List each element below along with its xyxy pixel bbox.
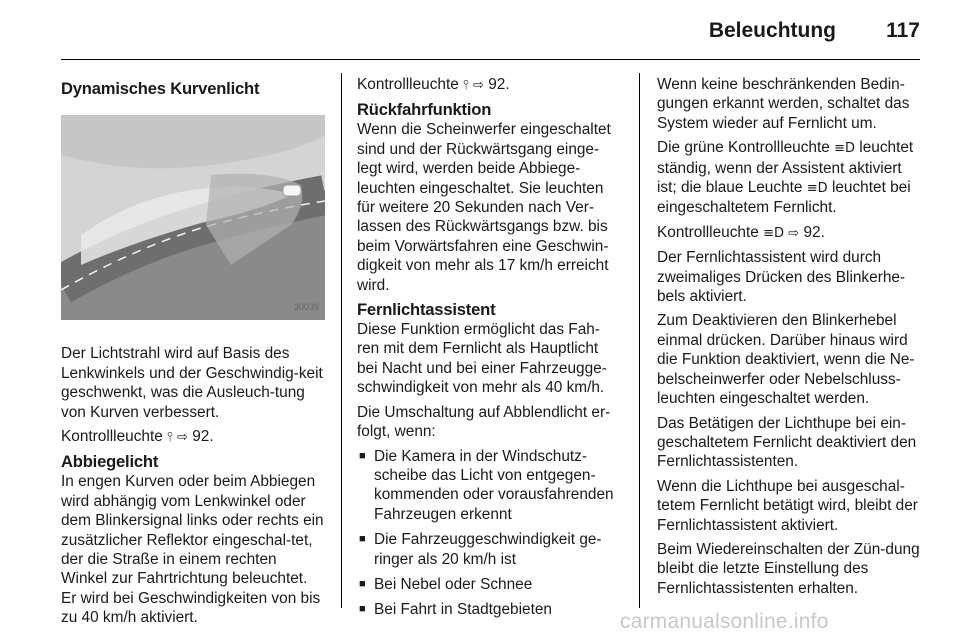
list-item: ■ Die Fahrzeuggeschwindigkeit ge-ringer als 20 km/h ist <box>357 530 622 569</box>
high-beam-assist-icon: ≡D <box>834 141 856 157</box>
list-item: ■ Die Kamera in der Windschutz-scheibe das Licht von entgegen-kommenden oder vorausfahrenden Fahrzeugen erkennt <box>357 447 622 525</box>
figure-number: 30039 <box>293 302 319 312</box>
text-segment: leuchtet bei eingeschaltetem Fernlicht. <box>657 179 911 217</box>
subsection-heading: Rückfahrfunktion <box>357 100 492 120</box>
paragraph: Wenn die Scheinwerfer eingeschaltet sind und der Rückwärtsgang einge-legt wird, werden beide Abbiege-leuchten eingeschaltet. Sie leuchten für weitere 20 Sekunden nach Ver-lassen des Rückwärtsgangs bzw. bis beim Vorwärtsfahren eine Geschwin-digkeit von mehr als 17 km/h erreicht wird. <box>357 121 611 294</box>
column-3 <box>657 75 922 603</box>
curve-light-icon: ⫯ <box>463 78 469 93</box>
watermark: carmanualsonline.info <box>620 610 829 633</box>
paragraph: Der Lichtstrahl wird auf Basis des Lenkwinkels und der Geschwindig-keit geschwenkt, was die Ausleuch-tung von Kurven verbessert. <box>61 345 323 421</box>
kontroll-reference <box>357 75 622 95</box>
page-ref-icon: ⇨ <box>473 78 484 93</box>
reference-page: 92. <box>192 428 214 446</box>
paragraph: Beim Wiedereinschalten der Zün-dung bleibt die letzte Einstellung des Fernlichtassistenten erhalten. <box>657 540 920 597</box>
subsection-heading: Fernlichtassistent <box>357 300 496 320</box>
kontroll-reference <box>61 427 325 447</box>
paragraph <box>657 138 922 218</box>
paragraph: Wenn keine beschränkenden Bedin-gungen erkannt werden, schaltet das System wieder auf Fernlicht um. <box>657 76 910 132</box>
column-2 <box>357 75 622 626</box>
reference-label: Kontrollleuchte <box>657 223 759 241</box>
high-beam-assist-icon: ≡D <box>763 225 785 241</box>
column-divider-2 <box>639 73 640 608</box>
paragraph: In engen Kurven oder beim Abbiegen wird abhängig vom Lenkwinkel oder dem Blinkersignal links oder rechts ein zusätzlicher Reflektor eingeschal-tet, der die Straße in einem rechten Winkel zur Fahrtrichtung beleuchtet. Er wird bei Geschwindigkeiten von bis zu 40 km/h aktiviert. <box>61 473 324 627</box>
kontroll-reference <box>657 223 922 243</box>
text-segment: leuchtet ständig, wenn der Assistent aktiviert ist; die blaue Leuchte <box>657 139 914 197</box>
paragraph: Diese Funktion ermöglicht das Fah-ren mit dem Fernlicht als Hauptlicht bei Nacht und bei einer Fahrzeugge-schwindigkeit von mehr als 40 km/h. <box>357 321 607 397</box>
header-rule <box>61 59 920 60</box>
column-divider-1 <box>341 73 342 608</box>
curve-light-illustration <box>61 115 325 320</box>
paragraph: Die Umschaltung auf Abblendlicht er-folgt, wenn: <box>357 403 611 441</box>
section-title: Dynamisches Kurvenlicht <box>61 79 260 98</box>
paragraph: Zum Deaktivieren den Blinkerhebel einmal drücken. Darüber hinaus wird die Funktion deaktiviert, wenn die Ne-belscheinwerfer oder Nebelschluss-leuchten eingeschaltet werden. <box>657 312 915 408</box>
paragraph: Wenn die Lichthupe bei ausgeschal-tetem Fernlicht betätigt wird, bleibt der Fernlichtassistent aktiviert. <box>657 477 918 534</box>
high-beam-icon: ≡D <box>806 181 828 197</box>
reference-page: 92. <box>803 223 825 241</box>
page-number: 117 <box>886 19 920 42</box>
list-item: ■ Bei Nebel oder Schnee <box>357 575 622 594</box>
reference-page: 92. <box>488 76 510 93</box>
curve-light-icon: ⫯ <box>167 430 173 446</box>
column-1 <box>61 75 325 633</box>
page-ref-icon: ⇨ <box>788 225 800 241</box>
text-segment: Die grüne Kontrollleuchte <box>657 139 830 157</box>
page-ref-icon: ⇨ <box>177 430 188 446</box>
paragraph: Der Fernlichtassistent wird durch zweimaliges Drücken des Blinkerhe-bels aktiviert. <box>657 249 906 306</box>
paragraph: Das Betätigen der Lichthupe bei ein-geschaltetem Fernlicht deaktiviert den Fernlichtassistenten. <box>657 414 917 471</box>
reference-label: Kontrollleuchte <box>61 428 163 446</box>
header-title: Beleuchtung <box>708 19 836 42</box>
list-item: ■ Bei Fahrt in Stadtgebieten <box>357 600 622 619</box>
subsection-heading: Abbiegelicht <box>61 452 159 472</box>
condition-list <box>357 447 622 620</box>
reference-label: Kontrollleuchte <box>357 76 459 93</box>
